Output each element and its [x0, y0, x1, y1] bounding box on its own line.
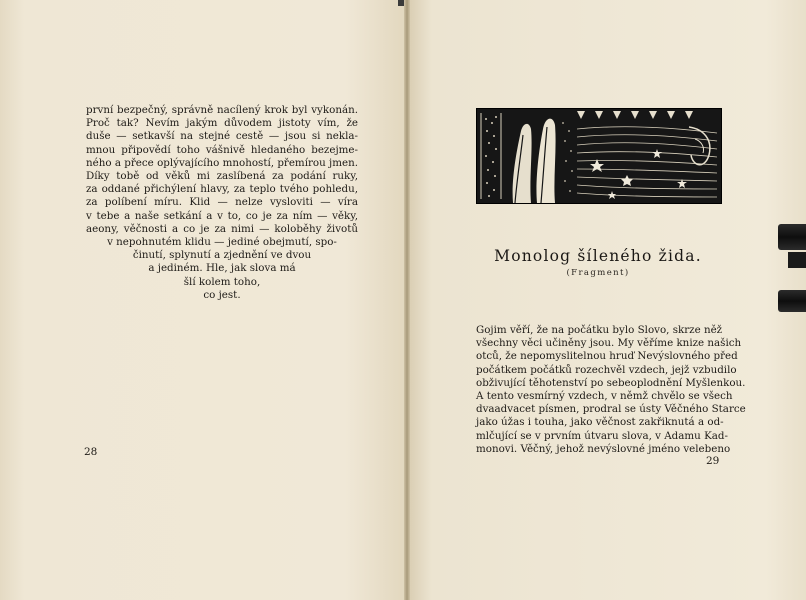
- text-line: dvaadvacet písmen, prodral se ústy Věčného Starce: [476, 403, 746, 416]
- text-line: v tebe a naše setkání a v to, co je za ním — věky,: [86, 209, 358, 222]
- text-line: monovi. Věčný, jehož nevýslovné jméno velebeno: [476, 442, 731, 455]
- left-page-text: [86, 104, 358, 302]
- text-line: ného a přece oplývajícího mnohostí, přemírou jmen.: [86, 156, 358, 169]
- woodcut-illustration: [476, 108, 722, 204]
- text-line: otců, že nepomyslitelnou hruď Nevýslovného před: [476, 350, 738, 363]
- right-page-text: [476, 324, 746, 456]
- text-line: Gojim věří, že na počátku bylo Slovo, skrze něž: [476, 324, 723, 336]
- text-line: v nepohnutém klidu — jediné obejmutí, spo-: [107, 236, 337, 249]
- text-line: za políbení míru. Klid — nelze vysloviti — víra: [86, 196, 358, 209]
- binder-clip-tab-icon: [788, 252, 806, 268]
- text-line: za oddané přichýlení hlavy, za teplo tvého pohledu,: [86, 183, 358, 196]
- text-line: duše — setkavší na stejné cestě — jsou si nekla-: [86, 130, 358, 143]
- text-line: všechny věci učiněny jsou. My věříme knize našich: [476, 337, 742, 350]
- text-line: činutí, splynutí a zjednění ve dvou: [132, 249, 312, 262]
- text-line: šlí kolem toho,: [183, 275, 261, 288]
- text-line: obživující těhotenství po sebeoplodnění Myšlenkou.: [476, 376, 746, 389]
- top-edge-mark: [398, 0, 404, 6]
- text-line: mnou připovědí toho vášnivě hledaného bezejme-: [86, 143, 358, 156]
- text-line: Proč tak? Nevím jakým důvodem jistoty vím, že: [86, 117, 358, 130]
- right-page-number: 29: [706, 455, 720, 467]
- text-line: co jest.: [203, 288, 241, 301]
- text-line: jako úžas i touha, jako věčnost zakřiknutá a od-: [476, 416, 724, 429]
- text-line: počátkem počátků rozechvěl vzdech, jejž vzbudilo: [476, 363, 737, 376]
- text-line: A tento vesmírný vzdech, v němž chvělo se všech: [476, 390, 733, 403]
- text-line: mlčující se v prvním útvaru slova, v Adamu Kad-: [476, 429, 728, 442]
- binder-clip-icon: [778, 290, 806, 312]
- text-line: první bezpečný, správně nacílený krok byl vykonán.: [86, 104, 358, 116]
- book-gutter: [404, 0, 410, 600]
- left-page-number: 28: [84, 446, 98, 458]
- text-line: aeony, věčnosti a co je za nimi — koloběhy životů: [86, 222, 358, 235]
- right-page: [408, 0, 806, 600]
- text-line: a jediném. Hle, jak slova má: [148, 262, 296, 275]
- woodcut-art-icon: [477, 109, 721, 203]
- chapter-title: Monolog šíleného žida.: [494, 247, 702, 265]
- chapter-subtitle: (Fragment): [566, 268, 630, 278]
- binder-clip-icon: [778, 224, 806, 250]
- text-line: Díky tobě od věků mi zaslíbená za podání ruky,: [86, 170, 358, 183]
